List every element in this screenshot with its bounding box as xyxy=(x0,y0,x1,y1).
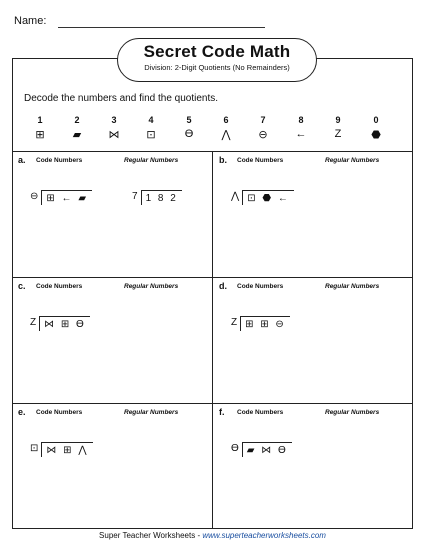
key-digit: 3 xyxy=(111,115,117,125)
code-dividend: ▰ ⋈ ϴ xyxy=(242,442,292,457)
regular-numbers-label: Regular Numbers xyxy=(124,283,179,290)
regular-numbers-label: Regular Numbers xyxy=(124,409,179,416)
key-symbol: ⊖ xyxy=(258,129,268,141)
code-numbers-label: Code Numbers xyxy=(237,409,284,416)
code-divisor: ⋀ xyxy=(231,191,240,202)
regular-dividend: 1 8 2 xyxy=(141,190,182,205)
key-symbol: ← xyxy=(295,128,307,140)
problem-d[interactable] xyxy=(212,277,413,403)
name-line[interactable] xyxy=(58,27,265,28)
code-division xyxy=(231,316,290,331)
problem-b[interactable] xyxy=(212,151,413,277)
key-digit: 1 xyxy=(37,115,43,125)
key-digit: 4 xyxy=(148,115,154,125)
regular-numbers-label: Regular Numbers xyxy=(325,157,380,164)
code-dividend: ⊡ ⬣ ← xyxy=(242,190,294,205)
code-divisor: Z xyxy=(231,317,238,328)
code-dividend: ⋈ ⊞ ϴ xyxy=(39,316,90,331)
code-numbers-label: Code Numbers xyxy=(237,157,284,164)
worksheet-title: Secret Code Math xyxy=(143,42,291,61)
problem-f[interactable] xyxy=(212,403,413,529)
instructions: Decode the numbers and find the quotients. xyxy=(24,93,219,104)
key-symbol: Z xyxy=(334,128,342,140)
name-label: Name: xyxy=(14,15,47,27)
key-symbol: ⊞ xyxy=(35,129,45,141)
footer-url[interactable]: www.superteacherworksheets.com xyxy=(202,531,326,540)
regular-numbers-label: Regular Numbers xyxy=(124,157,179,164)
footer-text: Super Teacher Worksheets - xyxy=(99,531,203,540)
problem-e[interactable] xyxy=(12,403,212,529)
key-symbol: ⬣ xyxy=(371,129,381,141)
key-symbol: ϴ xyxy=(184,128,194,140)
code-numbers-label: Code Numbers xyxy=(237,283,284,290)
regular-divisor: 7 xyxy=(132,191,138,202)
worksheet-subtitle: Division: 2-Digit Quotients (No Remainders) xyxy=(144,63,290,72)
key-digit: 2 xyxy=(74,115,80,125)
key-digit: 7 xyxy=(260,115,266,125)
code-dividend: ⊞ ⊞ ⊖ xyxy=(240,316,290,331)
key-symbol: ▰ xyxy=(72,129,82,141)
code-division xyxy=(30,442,93,457)
key-digit: 5 xyxy=(186,115,192,125)
code-division xyxy=(231,190,294,205)
code-division xyxy=(231,442,292,457)
problem-a[interactable] xyxy=(12,151,212,277)
code-dividend: ⊞ ← ▰ xyxy=(41,190,92,205)
problem-letter: f. xyxy=(219,407,225,417)
code-numbers-label: Code Numbers xyxy=(36,157,83,164)
problem-letter: c. xyxy=(18,281,26,291)
problem-c[interactable] xyxy=(12,277,212,403)
code-divisor: ⊡ xyxy=(30,443,39,454)
problem-letter: b. xyxy=(219,155,227,165)
key-digit: 0 xyxy=(373,115,379,125)
key-symbol: ⋀ xyxy=(221,129,231,141)
code-divisor: ⊖ xyxy=(30,191,39,202)
code-division xyxy=(30,316,90,331)
problem-letter: e. xyxy=(18,407,26,417)
title-banner xyxy=(117,38,317,82)
key-symbol: ⊡ xyxy=(146,129,156,141)
code-dividend: ⋈ ⊞ ⋀ xyxy=(41,442,92,457)
problem-grid xyxy=(12,151,413,529)
code-numbers-label: Code Numbers xyxy=(36,409,83,416)
code-division xyxy=(30,190,92,205)
problem-letter: a. xyxy=(18,155,26,165)
regular-numbers-label: Regular Numbers xyxy=(325,409,380,416)
code-divisor: Z xyxy=(30,317,37,328)
key-symbol: ⋈ xyxy=(108,129,120,141)
footer xyxy=(0,531,425,540)
key-digit: 8 xyxy=(298,115,304,125)
regular-numbers-label: Regular Numbers xyxy=(325,283,380,290)
key-digit: 6 xyxy=(223,115,229,125)
regular-division xyxy=(132,190,182,205)
key-digit: 9 xyxy=(335,115,341,125)
problem-letter: d. xyxy=(219,281,227,291)
code-divisor: ϴ xyxy=(231,443,239,454)
code-numbers-label: Code Numbers xyxy=(36,283,83,290)
